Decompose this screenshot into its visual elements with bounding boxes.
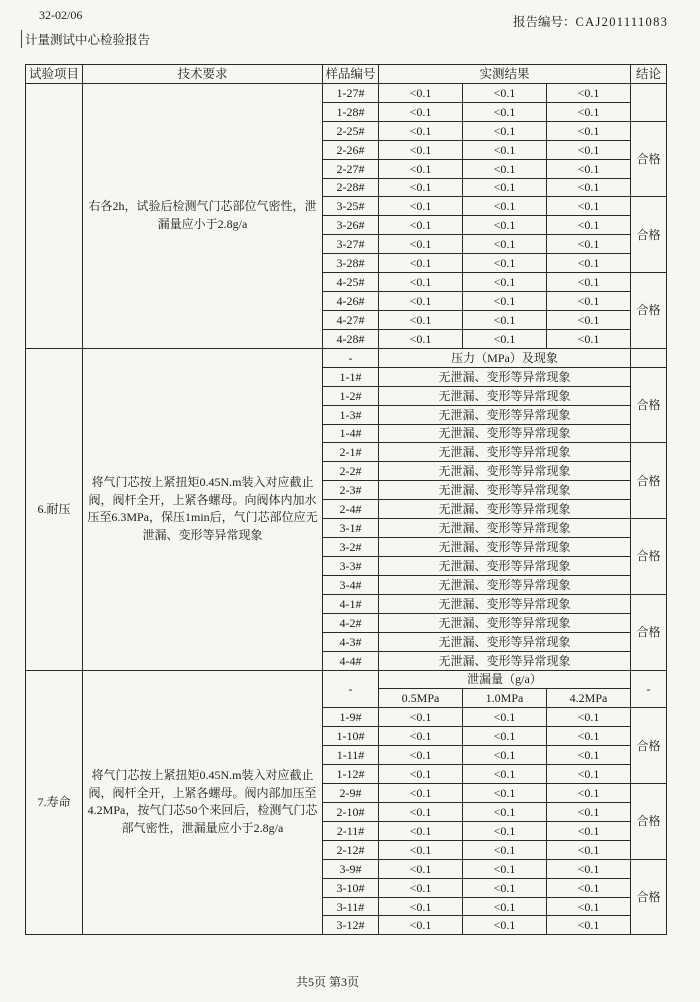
- result-value: <0.1: [379, 159, 463, 178]
- sample-id: 1-11#: [323, 746, 379, 765]
- page-footer: 共5页 第3页: [296, 975, 360, 989]
- conclusion-cell: 合格: [631, 367, 667, 443]
- sample-id: 2-4#: [323, 500, 379, 519]
- result-value: <0.1: [547, 197, 631, 216]
- conclusion-placeholder: [631, 348, 667, 367]
- result-value: <0.1: [379, 840, 463, 859]
- result-value: <0.1: [463, 235, 547, 254]
- result-value: <0.1: [463, 254, 547, 273]
- requirement-line: 泄漏、变形等异常现象: [142, 527, 263, 542]
- sample-id: 3-11#: [323, 897, 379, 916]
- result-value: <0.1: [463, 859, 547, 878]
- result-value: <0.1: [379, 802, 463, 821]
- section-header-row: [26, 348, 667, 367]
- result-value: <0.1: [463, 310, 547, 329]
- result-value: <0.1: [463, 897, 547, 916]
- requirement-text: [83, 348, 323, 670]
- requirement-line: 漏量应小于2.8g/a: [157, 216, 248, 231]
- phenomenon-text: 无泄漏、变形等异常现象: [379, 519, 631, 538]
- sample-id: 4-4#: [323, 651, 379, 670]
- result-value: <0.1: [547, 254, 631, 273]
- result-value: <0.1: [379, 121, 463, 140]
- result-value: <0.1: [379, 216, 463, 235]
- result-value: <0.1: [547, 83, 631, 102]
- phenomenon-text: 无泄漏、变形等异常现象: [379, 462, 631, 481]
- result-value: <0.1: [379, 292, 463, 311]
- sample-id: 4-3#: [323, 632, 379, 651]
- result-value: <0.1: [463, 178, 547, 197]
- sample-id: 4-28#: [323, 329, 379, 348]
- result-value: <0.1: [379, 178, 463, 197]
- result-value: <0.1: [547, 859, 631, 878]
- pressure-label: 0.5MPa: [379, 689, 463, 708]
- conclusion-cell: 合格: [631, 197, 667, 273]
- conclusion-placeholder: -: [631, 670, 667, 708]
- result-value: <0.1: [463, 273, 547, 292]
- sample-id: 2-1#: [323, 443, 379, 462]
- result-value: <0.1: [379, 235, 463, 254]
- conclusion-cell: 合格: [631, 594, 667, 670]
- phenomenon-text: 无泄漏、变形等异常现象: [379, 575, 631, 594]
- sample-id: 2-27#: [323, 159, 379, 178]
- phenomenon-text: 无泄漏、变形等异常现象: [379, 500, 631, 519]
- sample-id: 1-9#: [323, 708, 379, 727]
- result-value: <0.1: [463, 329, 547, 348]
- requirement-text: [83, 83, 323, 348]
- phenomenon-text: 无泄漏、变形等异常现象: [379, 386, 631, 405]
- result-value: <0.1: [463, 292, 547, 311]
- organization-title: 计量测试中心检验报告: [21, 30, 150, 48]
- sample-id: 3-9#: [323, 859, 379, 878]
- sample-id: 3-1#: [323, 519, 379, 538]
- phenomenon-text: 无泄漏、变形等异常现象: [379, 443, 631, 462]
- result-value: <0.1: [379, 708, 463, 727]
- sample-placeholder: -: [323, 670, 379, 708]
- result-value: <0.1: [463, 727, 547, 746]
- conclusion-cell: 合格: [631, 519, 667, 595]
- requirement-line: 右各2h，试验后检测气门芯部位气密性，泄: [88, 199, 317, 214]
- result-value: <0.1: [463, 83, 547, 102]
- result-value: <0.1: [547, 840, 631, 859]
- result-value: <0.1: [379, 859, 463, 878]
- result-value: <0.1: [547, 916, 631, 935]
- result-value: <0.1: [547, 178, 631, 197]
- sample-id: 3-25#: [323, 197, 379, 216]
- sample-id: 3-4#: [323, 575, 379, 594]
- result-value: <0.1: [463, 746, 547, 765]
- sample-id: 4-25#: [323, 273, 379, 292]
- phenomenon-text: 无泄漏、变形等异常现象: [379, 405, 631, 424]
- measurement-header: 泄漏量（g/a）: [379, 670, 631, 689]
- result-value: <0.1: [463, 708, 547, 727]
- requirement-line: 压至6.3MPa，保压1min后，气门芯部位应无: [87, 510, 318, 525]
- result-value: <0.1: [463, 878, 547, 897]
- sample-id: 2-28#: [323, 178, 379, 197]
- sample-id: 2-26#: [323, 140, 379, 159]
- result-value: <0.1: [547, 878, 631, 897]
- conclusion-cell: 合格: [631, 784, 667, 860]
- result-value: <0.1: [379, 916, 463, 935]
- requirement-text: [83, 670, 323, 935]
- sample-id: 1-4#: [323, 424, 379, 443]
- header-requirement: 技术要求: [83, 65, 323, 84]
- sample-id: 2-11#: [323, 821, 379, 840]
- sample-id: 3-2#: [323, 538, 379, 557]
- result-value: <0.1: [547, 121, 631, 140]
- result-value: <0.1: [547, 821, 631, 840]
- sample-id: 4-27#: [323, 310, 379, 329]
- result-value: <0.1: [379, 878, 463, 897]
- pressure-label: 1.0MPa: [463, 689, 547, 708]
- result-value: <0.1: [463, 121, 547, 140]
- result-value: <0.1: [379, 83, 463, 102]
- test-item-label: [26, 83, 83, 348]
- result-value: <0.1: [379, 727, 463, 746]
- report-number-value: CAJ201111083: [575, 15, 669, 29]
- sample-id: 1-1#: [323, 367, 379, 386]
- phenomenon-text: 无泄漏、变形等异常现象: [379, 613, 631, 632]
- sample-id: 2-3#: [323, 481, 379, 500]
- test-item-label: 6.耐压: [26, 348, 83, 670]
- conclusion-cell: 合格: [631, 273, 667, 349]
- conclusion-cell: 合格: [631, 708, 667, 784]
- phenomenon-text: 无泄漏、变形等异常现象: [379, 632, 631, 651]
- result-value: <0.1: [463, 784, 547, 803]
- result-value: <0.1: [547, 235, 631, 254]
- phenomenon-text: 无泄漏、变形等异常现象: [379, 556, 631, 575]
- sample-placeholder: -: [323, 348, 379, 367]
- header-sample: 样品编号: [323, 65, 379, 84]
- sample-id: 3-3#: [323, 556, 379, 575]
- result-value: <0.1: [463, 916, 547, 935]
- result-value: <0.1: [547, 708, 631, 727]
- result-value: <0.1: [379, 140, 463, 159]
- sample-id: 2-9#: [323, 784, 379, 803]
- phenomenon-text: 无泄漏、变形等异常现象: [379, 594, 631, 613]
- sample-id: 4-2#: [323, 613, 379, 632]
- result-value: <0.1: [379, 821, 463, 840]
- result-value: <0.1: [379, 897, 463, 916]
- phenomenon-text: 无泄漏、变形等异常现象: [379, 424, 631, 443]
- sample-id: 2-2#: [323, 462, 379, 481]
- conclusion-cell: 合格: [631, 859, 667, 935]
- result-value: <0.1: [547, 159, 631, 178]
- result-value: <0.1: [547, 784, 631, 803]
- result-value: <0.1: [379, 254, 463, 273]
- document-code: 32-02/06: [39, 8, 83, 22]
- requirement-line: 将气门芯按上紧扭矩0.45N.m装入对应截止: [91, 768, 314, 783]
- header-result: 实测结果: [379, 65, 631, 84]
- conclusion-cell: 合格: [631, 121, 667, 197]
- conclusion-cell: 合格: [631, 443, 667, 519]
- requirement-line: 阀，阀杆全开，上紧各螺母。向阀体内加水: [88, 492, 317, 507]
- result-value: <0.1: [547, 746, 631, 765]
- result-value: <0.1: [463, 765, 547, 784]
- sample-id: 3-27#: [323, 235, 379, 254]
- result-value: <0.1: [463, 197, 547, 216]
- result-value: <0.1: [547, 765, 631, 784]
- test-item-label: 7.寿命: [26, 670, 83, 935]
- result-value: <0.1: [547, 216, 631, 235]
- sample-id: 1-12#: [323, 765, 379, 784]
- result-value: <0.1: [463, 802, 547, 821]
- result-value: <0.1: [547, 310, 631, 329]
- result-value: <0.1: [379, 746, 463, 765]
- inspection-table: [25, 64, 667, 935]
- result-value: <0.1: [379, 102, 463, 121]
- sample-id: 1-27#: [323, 83, 379, 102]
- conclusion-cell: [631, 83, 667, 121]
- section-header-row: [26, 670, 667, 689]
- result-value: <0.1: [463, 102, 547, 121]
- report-number-label: 报告编号：: [513, 15, 576, 29]
- header-conclusion: 结论: [631, 65, 667, 84]
- sample-id: 2-12#: [323, 840, 379, 859]
- result-value: <0.1: [463, 821, 547, 840]
- requirement-line: 4.2MPa，按气门芯50个来回后，检测气门芯: [87, 803, 318, 818]
- result-value: <0.1: [547, 273, 631, 292]
- table-header-row: [26, 65, 667, 84]
- result-value: <0.1: [379, 310, 463, 329]
- result-value: <0.1: [547, 292, 631, 311]
- phenomenon-text: 无泄漏、变形等异常现象: [379, 538, 631, 557]
- sample-id: 1-3#: [323, 405, 379, 424]
- result-value: <0.1: [547, 897, 631, 916]
- requirement-line: 阀，阀杆全开，上紧各螺母。阀内部加压至: [88, 785, 317, 800]
- result-value: <0.1: [463, 840, 547, 859]
- result-value: <0.1: [379, 765, 463, 784]
- requirement-line: 将气门芯按上紧扭矩0.45N.m装入对应截止: [91, 474, 314, 489]
- sample-id: 3-28#: [323, 254, 379, 273]
- sample-id: 2-25#: [323, 121, 379, 140]
- phenomenon-text: 无泄漏、变形等异常现象: [379, 481, 631, 500]
- sample-id: 1-10#: [323, 727, 379, 746]
- result-value: <0.1: [547, 329, 631, 348]
- sample-id: 3-12#: [323, 916, 379, 935]
- phenomenon-text: 无泄漏、变形等异常现象: [379, 651, 631, 670]
- result-value: <0.1: [463, 159, 547, 178]
- phenomenon-text: 无泄漏、变形等异常现象: [379, 367, 631, 386]
- result-value: <0.1: [379, 197, 463, 216]
- sample-id: 1-28#: [323, 102, 379, 121]
- report-number: [513, 12, 668, 30]
- requirement-line: 部气密性，泄漏量应小于2.8g/a: [121, 821, 284, 836]
- result-value: <0.1: [463, 216, 547, 235]
- result-value: <0.1: [379, 329, 463, 348]
- table-row: [26, 83, 667, 102]
- measurement-header: 压力（MPa）及现象: [379, 348, 631, 367]
- result-value: <0.1: [379, 784, 463, 803]
- result-value: <0.1: [547, 102, 631, 121]
- result-value: <0.1: [379, 273, 463, 292]
- sample-id: 2-10#: [323, 802, 379, 821]
- table-body: [26, 83, 667, 934]
- header-test-item: 试验项目: [26, 65, 83, 84]
- sample-id: 1-2#: [323, 386, 379, 405]
- result-value: <0.1: [547, 727, 631, 746]
- pressure-label: 4.2MPa: [547, 689, 631, 708]
- sample-id: 3-10#: [323, 878, 379, 897]
- result-value: <0.1: [463, 140, 547, 159]
- result-value: <0.1: [547, 802, 631, 821]
- result-value: <0.1: [547, 140, 631, 159]
- sample-id: 3-26#: [323, 216, 379, 235]
- sample-id: 4-1#: [323, 594, 379, 613]
- sample-id: 4-26#: [323, 292, 379, 311]
